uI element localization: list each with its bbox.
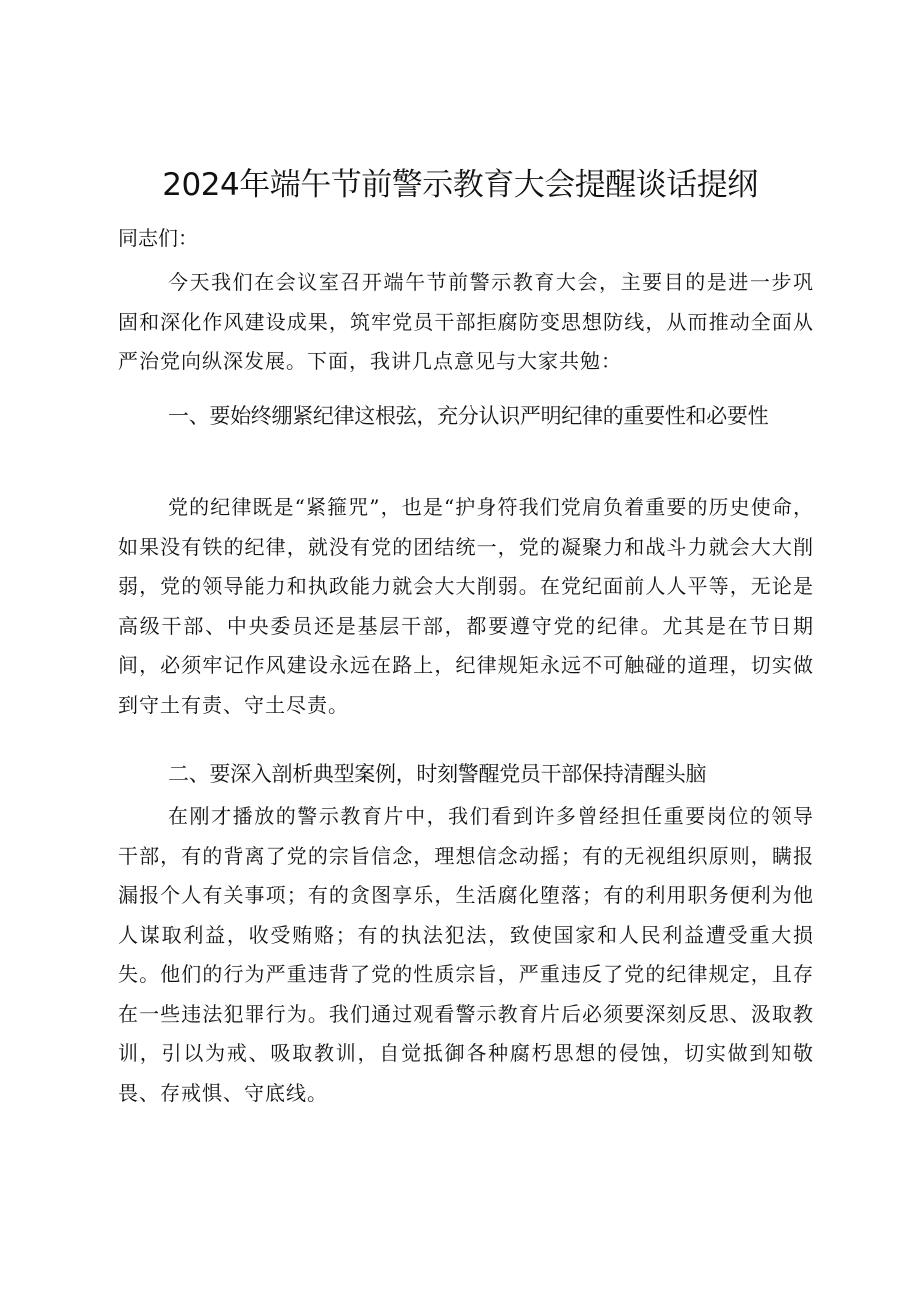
- section-body-1: 党的纪律既是“紧箍咒”，也是“护身符我们党肩负着重要的历史使命，如果没有铁的纪律，就没有党的团结统一，党的凝聚力和战斗力就会大大削弱，党的领导能力和执政能力就会大大削弱。在党纪面前人人平等，无论是高级干部、中央委员还是基层干部，都要遵守党的纪律。尤其是在节日期间，必须牢记作风建设永远在路上，纪律规矩永远不可触碰的道理，切实做到守土有责、守土尽责。: [118, 495, 814, 717]
- section-body-2: 在刚才播放的警示教育片中，我们看到许多曾经担任重要岗位的领导干部，有的背离了党的宗旨信念，理想信念动摇；有的无视组织原则，瞒报漏报个人有关事项；有的贪图享乐，生活腐化堕落；有的利用职务便利为他人谋取利益，收受贿赂；有的执法犯法，致使国家和人民利益遭受重大损失。他们的行为严重违背了党的性质宗旨，严重违反了党的纪律规定，且存在一些违法犯罪行为。我们通过观看警示教育片后必须要深刻反思、汲取教训，引以为戒、吸取教训，自觉抵御各种腐朽思想的侵蚀，切实做到知敬畏、存戒惧、守底线。: [118, 804, 814, 1105]
- document-title: 2024年端午节前警示教育大会提醒谈话提纲: [162, 167, 758, 203]
- section-heading-1: 一、要始终绷紧纪律这根弦，充分认识严明纪律的重要性和必要性: [168, 404, 769, 428]
- intro-paragraph: 今天我们在会议室召开端午节前警示教育大会，主要目的是进一步巩固和深化作风建设成果，筑牢党员干部拒腐防变思想防线，从而推动全面从严治党向纵深发展。下面，我讲几点意见与大家共勉：: [118, 270, 814, 373]
- section-heading-2: 二、要深入剖析典型案例，时刻警醒党员干部保持清醒头脑: [168, 762, 707, 786]
- salutation: 同志们：: [118, 226, 198, 250]
